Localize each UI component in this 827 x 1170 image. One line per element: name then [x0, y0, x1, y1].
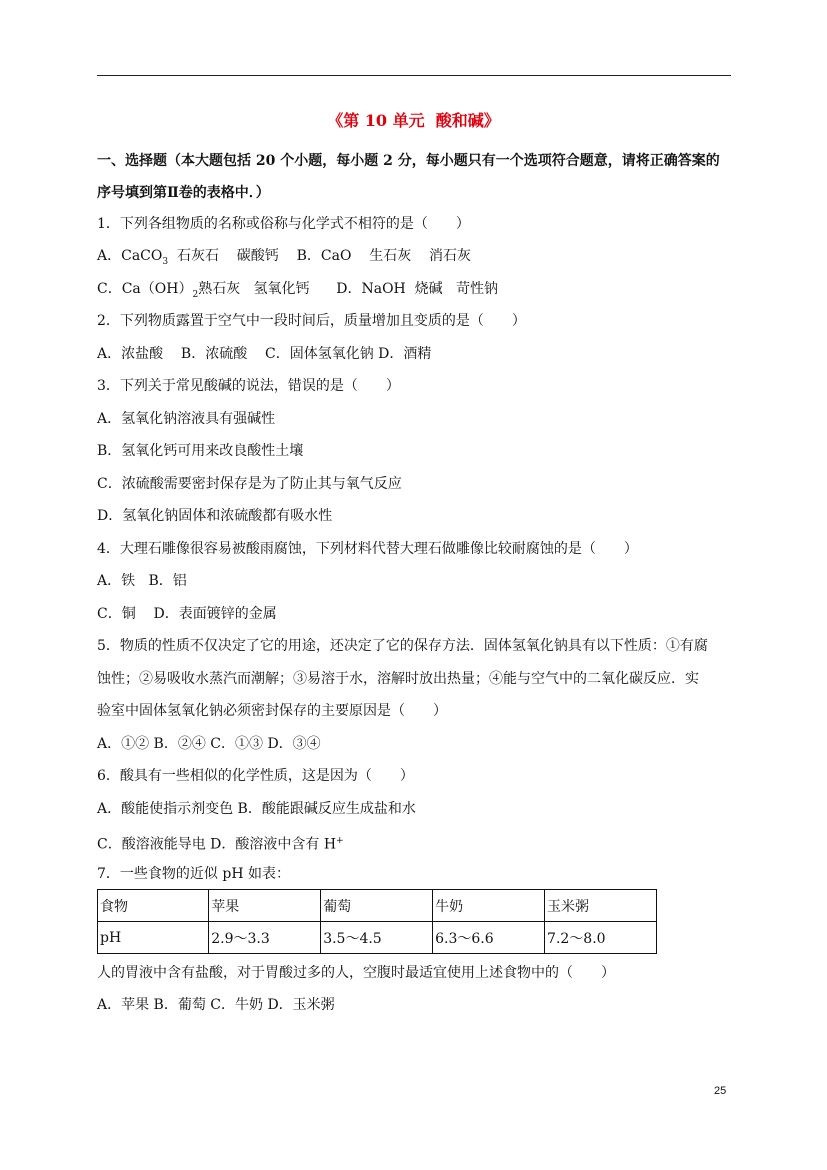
- table-row: [98, 922, 657, 954]
- question-5-stem-line-2: 蚀性；②易吸收水蒸汽而潮解；③易溶于水，溶解时放出热量；④能与空气中的二氧化碳反应．实: [97, 671, 699, 687]
- table-cell: 食物: [98, 890, 209, 922]
- question-3-stem: 3．下列关于常见酸碱的说法，错误的是（ ）: [97, 378, 400, 394]
- table-header-row: [98, 890, 657, 922]
- question-4-options-cd: C．铜 D．表面镀锌的金属: [97, 606, 277, 622]
- header-rule: [97, 75, 731, 76]
- question-7-stem: 7．一些食物的近似 pH 如表：: [97, 866, 290, 882]
- table-cell: 6.3～6.6: [433, 922, 545, 954]
- question-4-stem: 4．大理石雕像很容易被酸雨腐蚀，下列材料代替大理石做雕像比较耐腐蚀的是（ ）: [97, 541, 638, 557]
- page-number: 25: [714, 1085, 727, 1097]
- question-5-stem-line-3: 验室中固体氢氧化钠必须密封保存的主要原因是（ ）: [97, 703, 447, 719]
- table-cell: pH: [98, 922, 209, 954]
- question-3-option-c: C．浓硫酸需要密封保存是为了防止其与氧气反应: [97, 476, 402, 492]
- table-cell: 苹果: [209, 890, 321, 922]
- question-7-question: 人的胃液中含有盐酸，对于胃酸过多的人，空腹时最适宜使用上述食物中的（ ）: [97, 965, 615, 981]
- table-cell: 玉米粥: [545, 890, 657, 922]
- question-2-stem: 2．下列物质露置于空气中一段时间后，质量增加且变质的是（ ）: [97, 313, 526, 329]
- page-title: 《第 10 单元 酸和碱》: [327, 111, 500, 130]
- question-6-stem: 6．酸具有一些相似的化学性质，这是因为（ ）: [97, 768, 414, 784]
- question-6-options-ab: A．酸能使指示剂变色 B．酸能跟碱反应生成盐和水: [97, 801, 416, 817]
- question-6-options-cd: C．酸溶液能导电 D．酸溶液中含有 H+: [97, 836, 344, 853]
- table-cell: 2.9～3.3: [209, 922, 321, 954]
- table-cell: 葡萄: [321, 890, 433, 922]
- question-4-options-ab: A．铁 B．铝: [97, 573, 187, 589]
- table-cell: 3.5～4.5: [321, 922, 433, 954]
- ph-table: [97, 889, 657, 954]
- section-heading-line-2: 序号填到第Ⅱ卷的表格中．）: [97, 185, 270, 201]
- question-5-stem-line-1: 5．物质的性质不仅决定了它的用途，还决定了它的保存方法．固体氢氧化钠具有以下性质：①有腐: [97, 638, 708, 654]
- section-heading-line-1: 一、选择题（本大题包括 20 个小题，每小题 2 分，每小题只有一个选项符合题意，请将正确答案的: [97, 153, 720, 169]
- question-3-option-b: B．氢氧化钙可用来改良酸性土壤: [97, 443, 304, 459]
- question-5-options: A．①② B．②④ C．①③ D．③④: [97, 736, 321, 752]
- question-2-options: A．浓盐酸 B．浓硫酸 C．固体氢氧化钠 D．酒精: [97, 346, 432, 362]
- table-cell: 牛奶: [433, 890, 545, 922]
- question-3-option-d: D．氢氧化钠固体和浓硫酸都有吸水性: [97, 508, 333, 524]
- question-1-options-ab: A．CaCO$_3$ 石灰石 碳酸钙 B．CaO 生石灰 消石灰: [97, 248, 472, 267]
- question-1-stem: 1．下列各组物质的名称或俗称与化学式不相符的是（ ）: [97, 216, 470, 232]
- question-7-options: A．苹果 B．葡萄 C．牛奶 D．玉米粥: [97, 997, 335, 1013]
- question-1-options-cd: C．$Ca(OH)_2$熟石灰 氢氧化钙 D．NaOH 烧碱 苛性钠: [97, 281, 499, 300]
- question-3-option-a: A．氢氧化钠溶液具有强碱性: [97, 411, 276, 427]
- table-cell: 7.2～8.0: [545, 922, 657, 954]
